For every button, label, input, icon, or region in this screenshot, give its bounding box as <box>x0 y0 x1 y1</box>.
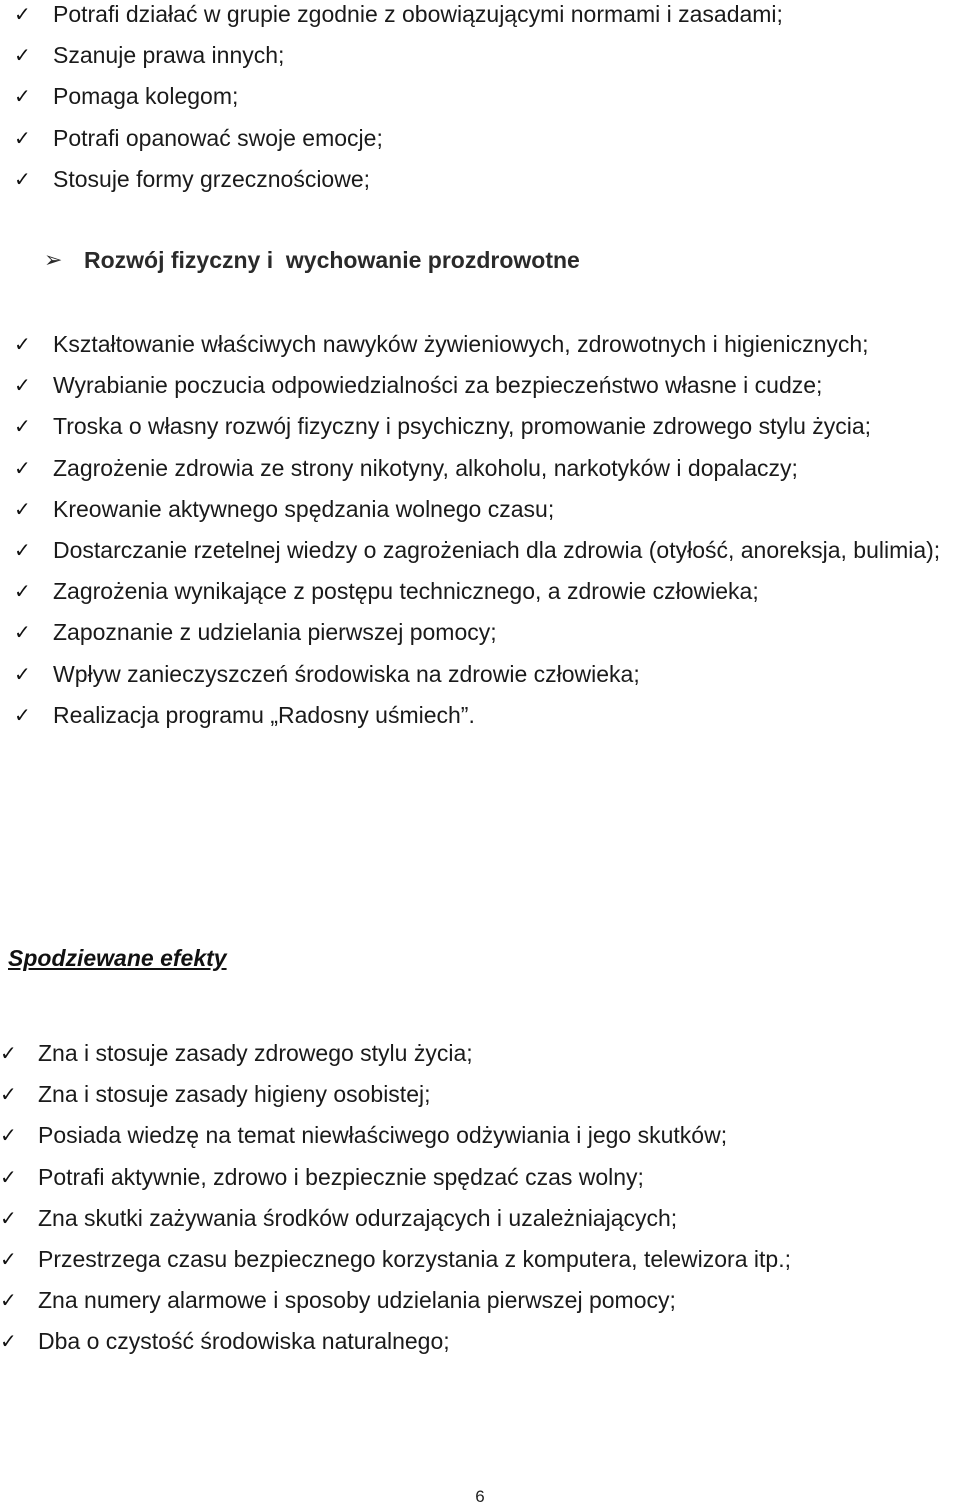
check-mark-icon: ✓ <box>0 1247 17 1272</box>
list-item-text: Stosuje formy grzecznościowe; <box>53 165 371 192</box>
check-mark-icon: ✓ <box>14 579 31 604</box>
list-item <box>14 406 960 447</box>
list-item <box>0 1280 950 1321</box>
check-mark-icon: ✓ <box>0 1329 17 1354</box>
list-item <box>0 1157 950 1198</box>
list-item-text: Wyrabianie poczucia odpowiedzialności za bezpieczeństwo własne i cudze; <box>53 372 823 399</box>
check-mark-icon: ✓ <box>14 538 31 563</box>
check-mark-icon: ✓ <box>14 332 31 356</box>
arrow-bullet-icon: ➢ <box>44 248 63 273</box>
list-item <box>14 159 954 200</box>
list-item <box>14 448 960 489</box>
effects-heading: Spodziewane efekty <box>8 945 227 971</box>
list-item-text: Realizacja programu „Radosny uśmiech”. <box>53 701 475 728</box>
check-mark-icon: ✓ <box>14 414 31 439</box>
list-item <box>0 1033 950 1074</box>
check-mark-icon: ✓ <box>0 1205 17 1230</box>
list-item-text: Pomaga kolegom; <box>53 83 239 110</box>
list-item-text: Zna numery alarmowe i sposoby udzielania pierwszej pomocy; <box>38 1287 676 1314</box>
list-item-text: Potrafi opanować swoje emocje; <box>53 124 383 151</box>
check-mark-icon: ✓ <box>14 84 31 109</box>
check-mark-icon: ✓ <box>14 125 31 150</box>
check-mark-icon: ✓ <box>14 455 31 480</box>
check-mark-icon: ✓ <box>0 1041 17 1065</box>
list-item-text: Posiada wiedzę na temat niewłaściwego odżywiania i jego skutków; <box>38 1122 728 1149</box>
list-item-text: Zna i stosuje zasady higieny osobistej; <box>38 1081 431 1108</box>
check-mark-icon: ✓ <box>14 373 31 398</box>
check-mark-icon: ✓ <box>0 1123 17 1148</box>
list-item <box>0 1074 950 1115</box>
health-topics-list <box>14 324 960 736</box>
list-item <box>0 1115 950 1156</box>
list-item-text: Zna i stosuje zasady zdrowego stylu życia; <box>38 1040 473 1066</box>
list-item <box>14 324 960 365</box>
check-mark-icon: ✓ <box>14 2 31 26</box>
page-number: 6 <box>475 1487 485 1506</box>
list-item <box>14 0 954 35</box>
social-skills-list <box>14 0 954 200</box>
list-item-text: Szanuje prawa innych; <box>53 42 285 69</box>
list-item-text: Potrafi aktywnie, zdrowo i bezpiecznie spędzać czas wolny; <box>38 1163 644 1190</box>
check-mark-icon: ✓ <box>0 1288 17 1313</box>
list-item <box>0 1321 950 1362</box>
list-item <box>14 654 960 695</box>
list-item-text: Zagrożenie zdrowia ze strony nikotyny, alkoholu, narkotyków i dopalaczy; <box>53 454 798 481</box>
list-item-text: Zna skutki zażywania środków odurzających i uzależniających; <box>38 1204 678 1231</box>
list-item <box>14 612 960 653</box>
check-mark-icon: ✓ <box>14 43 31 68</box>
list-item-text: Potrafi działać w grupie zgodnie z obowiązującymi normami i zasadami; <box>53 1 783 27</box>
list-item-text: Kształtowanie właściwych nawyków żywieniowych, zdrowotnych i higienicznych; <box>53 331 869 357</box>
list-item <box>0 1198 950 1239</box>
list-item-text: Zagrożenia wynikające z postępu technicznego, a zdrowie człowieka; <box>53 578 759 605</box>
list-item-text: Dostarczanie rzetelnej wiedzy o zagrożeniach dla zdrowia (otyłość, anoreksja, bulimia); <box>53 537 941 564</box>
list-item <box>14 571 960 612</box>
list-item-text: Wpływ zanieczyszczeń środowiska na zdrowie człowieka; <box>53 660 640 687</box>
list-item <box>14 76 954 117</box>
check-mark-icon: ✓ <box>0 1164 17 1189</box>
list-item-text: Kreowanie aktywnego spędzania wolnego czasu; <box>53 495 555 522</box>
list-item-text: Zapoznanie z udzielania pierwszej pomocy; <box>53 619 497 646</box>
list-item-text: Dba o czystość środowiska naturalnego; <box>38 1328 450 1355</box>
section-heading-text: Rozwój fizyczny i wychowanie prozdrowotne <box>84 247 580 273</box>
check-mark-icon: ✓ <box>14 702 31 727</box>
list-item <box>0 1239 950 1280</box>
list-item-text: Troska o własny rozwój fizyczny i psychiczny, promowanie zdrowego stylu życia; <box>53 413 872 440</box>
list-item <box>14 530 960 571</box>
list-item <box>14 35 954 76</box>
check-mark-icon: ✓ <box>14 166 31 191</box>
check-mark-icon: ✓ <box>14 620 31 645</box>
list-item <box>14 489 960 530</box>
list-item <box>14 695 960 736</box>
list-item-text: Przestrzega czasu bezpiecznego korzystania z komputera, telewizora itp.; <box>38 1246 791 1273</box>
list-item <box>14 365 960 406</box>
check-mark-icon: ✓ <box>0 1082 17 1107</box>
check-mark-icon: ✓ <box>14 661 31 686</box>
section-heading <box>44 240 944 281</box>
check-mark-icon: ✓ <box>14 496 31 521</box>
list-item <box>14 118 954 159</box>
expected-effects-list <box>0 1033 950 1363</box>
